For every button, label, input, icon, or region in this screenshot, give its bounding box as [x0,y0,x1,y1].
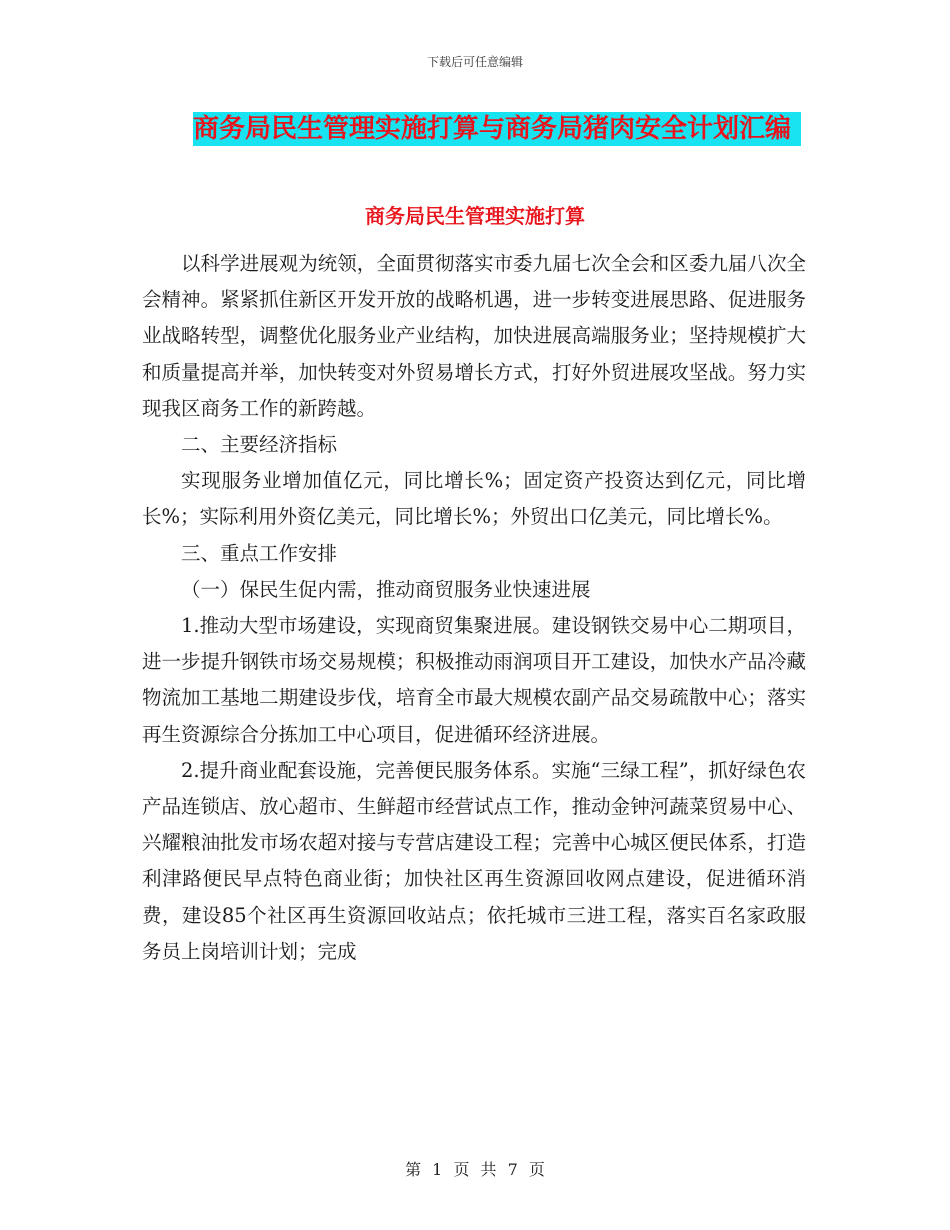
page-footer: 第 1 页 共 7 页 [405,1160,545,1179]
paragraph-item-2: 2.提升商业配套设施，完善便民服务体系。实施“三绿工程”，抓好绿色农产品连锁店、放心超市、生鲜超市经营试点工作，推动金钟河蔬菜贸易中心、兴耀粮油批发市场农超对接与专营店建设工程；完善中心城区便民体系，打造利津路便民早点特色商业街；加快社区再生资源回收网点建设，促进循环消费，建设85个社区再生资源回收站点；依托城市三进工程，落实百名家政服务员上岗培训计划；完成 [142,758,806,963]
document-body [142,246,806,970]
section-title: 商务局民生管理实施打算 [365,204,585,228]
page-header-note: 下载后可任意编辑 [426,55,523,69]
heading-key-work: 三、重点工作安排 [181,541,338,565]
paragraph-indicators: 实现服务业增加值亿元，同比增长%；固定资产投资达到亿元，同比增长%；实际利用外资亿美元，同比增长%；外贸出口亿美元，同比增长%。 [142,469,806,529]
paragraph-intro: 以科学进展观为统领，全面贯彻落实市委九届七次全会和区委九届八次全会精神。紧紧抓住新区开发开放的战略机遇，进一步转变进展思路、促进服务业战略转型，调整优化服务业产业结构，加快进展高端服务业；坚持规模扩大和质量提高并举，加快转变对外贸易增长方式，打好外贸进展攻坚战。努力实现我区商务工作的新跨越。 [142,252,806,420]
paragraph-item-1: 1.推动大型市场建设，实现商贸集聚进展。建设钢铁交易中心二期项目，进一步提升钢铁市场交易规模；积极推动雨润项目开工建设，加快水产品冷藏物流加工基地二期建设步伐，培育全市最大规模农副产品交易疏散中心；落实再生资源综合分拣加工中心项目，促进循环经济进展。 [142,614,806,746]
document-title: 商务局民生管理实施打算与商务局猪肉安全计划汇编 [193,112,801,146]
subheading-livelihood: （一）保民生促内需，推动商贸服务业快速进展 [181,577,591,601]
heading-main-indicators: 二、主要经济指标 [181,433,338,457]
